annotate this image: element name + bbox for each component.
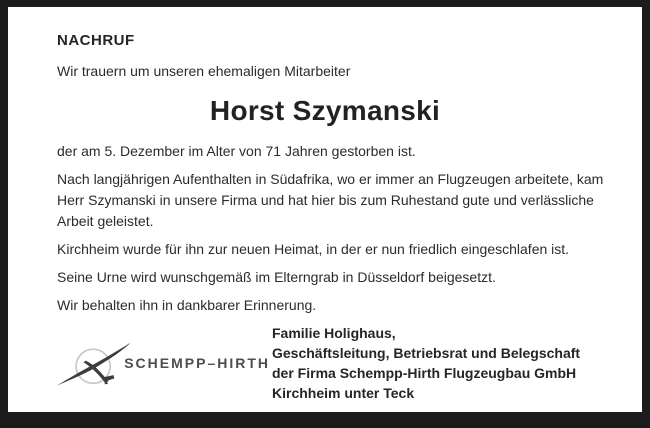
deceased-name: Horst Szymanski [209,95,441,126]
signature-line-city: Kirchheim unter Teck [272,385,415,401]
notice-kicker: NACHRUF [57,32,135,49]
obituary-paragraph-death-date: der am 5. Dezember im Alter von 71 Jahren gestorben ist. [57,143,416,159]
signature-line-company: der Firma Schempp-Hirth Flugzeugbau GmbH [272,365,577,381]
signature-block [272,323,580,403]
company-logo [57,334,270,392]
company-wordmark: SCHEMPP–HIRTH [124,355,270,371]
footer-row [57,323,618,409]
signature-line-management: Geschäftsleitung, Betriebsrat und Belegschaft [272,345,581,361]
intro-line: Wir trauern um unseren ehemaligen Mitarbeiter [57,63,351,79]
obituary-paragraph-home: Kirchheim wurde für ihn zur neuen Heimat, in der er nun friedlich eingeschlafen ist. [57,241,570,257]
obituary-paragraph-burial: Seine Urne wird wunschgemäß im Elterngrab in Düsseldorf beigesetzt. [57,269,496,285]
obituary-card [8,7,642,412]
obituary-paragraph-biography: Nach langjährigen Aufenthalten in Südafrika, wo er immer an Flugzeugen arbeitete, kam Herr Szymanski in unsere Firma und hat hier bis zum Ruhestand gute und verlässliche Arbeit geleistet. [57,171,604,229]
obituary-paragraph-remembrance: Wir behalten ihn in dankbarer Erinnerung. [57,297,317,313]
signature-line-family: Familie Holighaus, [272,325,396,341]
